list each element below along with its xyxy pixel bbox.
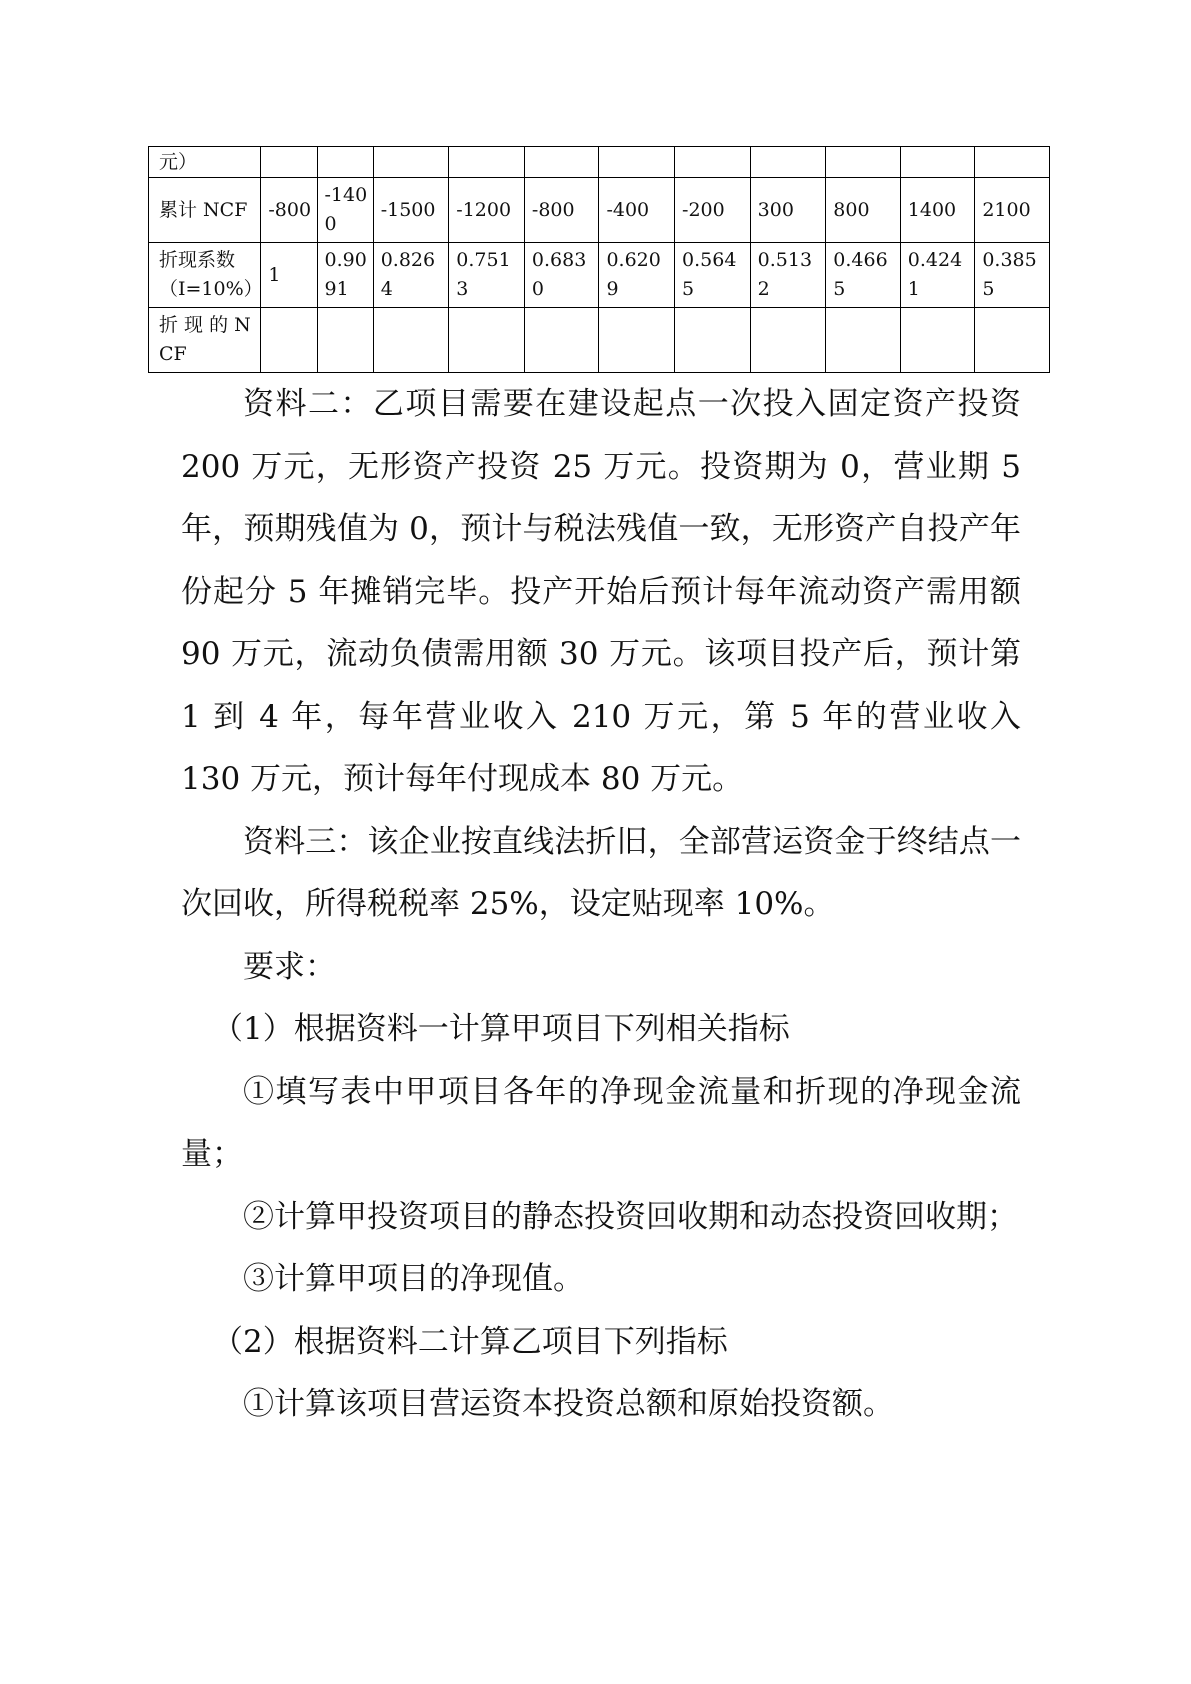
table-cell <box>261 147 317 178</box>
table-cell: -1400 <box>317 178 373 243</box>
table-cell <box>599 308 675 373</box>
table-cell: -200 <box>675 178 751 243</box>
table-cell <box>599 147 675 178</box>
table-cell <box>826 147 901 178</box>
table-cell: -1200 <box>449 178 525 243</box>
paragraph-requirement-2-a: ①计算该项目营运资本投资总额和原始投资额。 <box>243 1386 894 1422</box>
table-cell <box>675 308 751 373</box>
table-cell <box>317 308 373 373</box>
row-label: 累计 NCF <box>149 178 261 243</box>
table-cell: -800 <box>524 178 599 243</box>
table-row-cumulative-ncf <box>149 178 1050 243</box>
table-cell: 2100 <box>975 178 1050 243</box>
paragraph-requirement-1-b: ②计算甲投资项目的静态投资回收期和动态投资回收期； <box>243 1198 1018 1235</box>
table-cell <box>449 147 525 178</box>
paragraph-material-three: 资料三：该企业按直线法折旧，全部营运资金于终结点一次回收，所得税税率 25%，设定贴现率 10%。 <box>181 823 1021 922</box>
table-cell: 0.8264 <box>373 243 449 308</box>
paragraph-requirement-2: （2）根据资料二计算乙项目下列指标 <box>212 1323 728 1360</box>
table-cell: 0.9091 <box>317 243 373 308</box>
table-cell: -800 <box>261 178 317 243</box>
table-cell <box>826 308 901 373</box>
row-label: 元） <box>149 147 261 178</box>
table-cell <box>449 308 525 373</box>
table-cell: 0.4241 <box>900 243 975 308</box>
document-body <box>181 373 1021 1436</box>
table-cell: 0.5132 <box>750 243 826 308</box>
table-cell: 0.6830 <box>524 243 599 308</box>
table-cell <box>975 147 1050 178</box>
table-cell: 0.4665 <box>826 243 901 308</box>
table-cell: -1500 <box>373 178 449 243</box>
row-label: 折 现 的 NCF <box>149 308 261 373</box>
table-cell <box>373 147 449 178</box>
table-cell <box>750 147 826 178</box>
table-row-unit <box>149 147 1050 178</box>
table-cell: 1 <box>261 243 317 308</box>
table-cell <box>524 147 599 178</box>
table-cell: 1400 <box>900 178 975 243</box>
table-row-discounted-ncf <box>149 308 1050 373</box>
table-cell: 0.3855 <box>975 243 1050 308</box>
paragraph-requirements-heading: 要求： <box>243 948 336 985</box>
table-cell: 800 <box>826 178 901 243</box>
paragraph-requirement-1-a: ①填写表中甲项目各年的净现金流量和折现的净现金流量； <box>181 1073 1021 1172</box>
table-cell <box>373 308 449 373</box>
table-row-discount-factor <box>149 243 1050 308</box>
table-cell <box>317 147 373 178</box>
row-label: 折现系数（I=10%） <box>149 243 261 308</box>
table-cell <box>524 308 599 373</box>
table-cell <box>900 308 975 373</box>
table-cell: 0.5645 <box>675 243 751 308</box>
table-cell: 0.7513 <box>449 243 525 308</box>
paragraph-requirement-1-c: ③计算甲项目的净现值。 <box>243 1261 584 1297</box>
table-cell: 300 <box>750 178 826 243</box>
table-cell <box>675 147 751 178</box>
paragraph-requirement-1: （1）根据资料一计算甲项目下列相关指标 <box>212 1011 790 1047</box>
table-cell <box>975 308 1050 373</box>
table-cell <box>900 147 975 178</box>
table-cell <box>261 308 317 373</box>
table-cell: -400 <box>599 178 675 243</box>
table-cell: 0.6209 <box>599 243 675 308</box>
cash-flow-table <box>148 146 1050 373</box>
table-cell <box>750 308 826 373</box>
paragraph-material-two: 资料二：乙项目需要在建设起点一次投入固定资产投资 200 万元，无形资产投资 25 万元。投资期为 0，营业期 5 年，预期残值为 0，预计与税法残值一致，无形资产自投产年份起分 5 年摊销完毕。投产开始后预计每年流动资产需用额 90 万元，流动负债需用额 30 万元。该项目投产后，预计第 1 到 4 年，每年营业收入 210 万元，第 5 年的营业收入 130 万元，预计每年付现成本 80 万元。 <box>181 386 1021 797</box>
